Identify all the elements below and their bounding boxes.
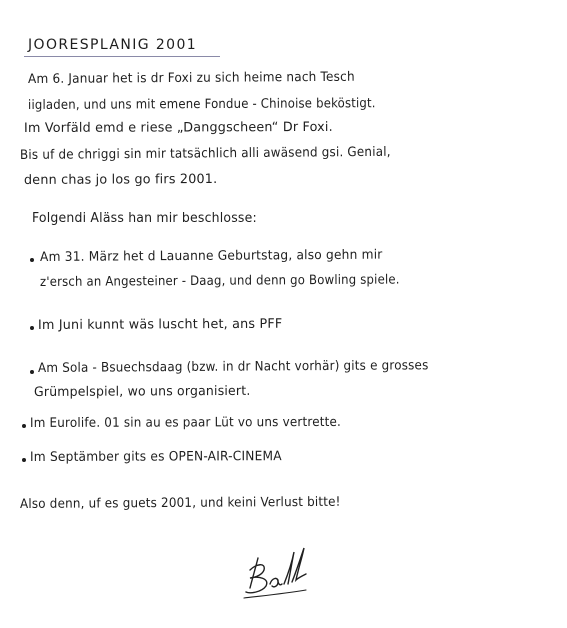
bullet-point xyxy=(30,326,34,330)
event-item-line: Am Sola - Bsuechsdaag (bzw. in dr Nacht vorhär) gits e grosses xyxy=(37,358,429,376)
bullet-point xyxy=(30,258,34,262)
title-underline xyxy=(24,56,220,57)
signature xyxy=(236,540,316,600)
event-item-line: Am 31. März het d Lauanne Geburtstag, also gehn mir xyxy=(39,247,383,265)
bullet-point xyxy=(22,458,26,462)
events-heading: Folgendi Aläss han mir beschlosse: xyxy=(32,211,257,226)
event-item-line: Im Eurolife. 01 sin au es paar Lüt vo uns vertrette. xyxy=(29,414,342,431)
event-item-line: z'ersch an Angesteiner - Daag, und denn go Bowling spiele. xyxy=(39,272,400,290)
intro-line: denn chas jo los go firs 2001. xyxy=(23,171,218,188)
letter-title: JOORESPLANIG 2001 xyxy=(28,37,198,53)
bullet-point xyxy=(22,424,26,428)
event-item-line: Im Septämber gits es OPEN-AIR-CINEMA xyxy=(29,449,282,465)
bullet-point xyxy=(30,370,34,374)
event-item-line: Im Juni kunnt wäs luscht het, ans PFF xyxy=(37,316,283,333)
intro-line: iigladen, und uns mit emene Fondue - Chinoise beköstigt. xyxy=(27,96,376,113)
intro-line: Im Vorfäld emd e riese „Danggscheen“ Dr Foxi. xyxy=(23,119,333,136)
event-item-line: Grümpelspiel, wo uns organisiert. xyxy=(33,383,251,400)
intro-line: Am 6. Januar het is dr Foxi zu sich heime nach Tesch xyxy=(27,69,355,87)
closing-line: Also denn, uf es guets 2001, und keini Verlust bitte! xyxy=(19,494,341,512)
intro-line: Bis uf de chriggi sin mir tatsächlich alli awäsend gsi. Genial, xyxy=(19,144,391,163)
